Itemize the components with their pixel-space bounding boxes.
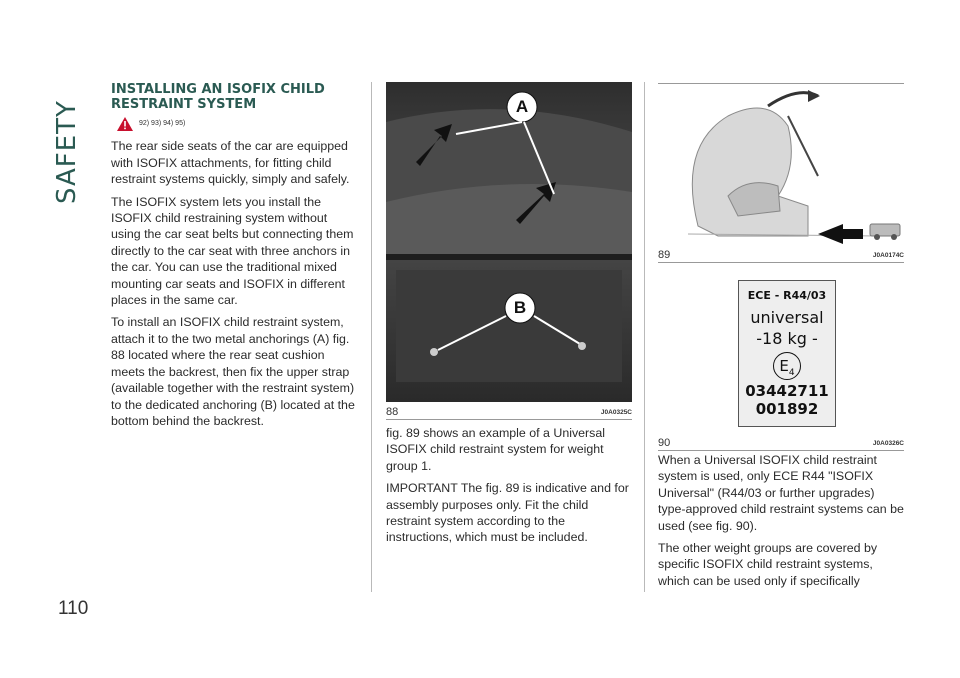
- approval-mark-icon: [773, 352, 801, 380]
- label-universal: universal: [750, 308, 824, 327]
- paragraph: IMPORTANT The fig. 89 is indicative and for assembly purposes only. Fit the child restraint system according to the instructions, which must be included.: [386, 481, 629, 545]
- figure-top-rule: [658, 83, 904, 84]
- warning-refs-text: 92) 93) 94) 95): [139, 120, 186, 127]
- section-heading: INSTALLING AN ISOFIX CHILD RESTRAINT SYSTEM: [111, 82, 325, 112]
- callout-a: A: [515, 97, 529, 116]
- column-1: [111, 82, 359, 435]
- figure-88-image: [386, 82, 632, 402]
- figure-number: 90: [658, 437, 671, 449]
- figure-90-caption: [658, 436, 904, 451]
- warning-references: [117, 116, 359, 132]
- label-weight: -18 kg -: [756, 329, 818, 348]
- figure-90-approval-label: [738, 280, 836, 427]
- paragraph: To install an ISOFIX child restraint system, attach it to the two metal anchorings (A) fig. 88 located where the rear seat cushion meets the backrest, then fix the upper strap (available together with the restraint system) to the dedicated anchoring (B) located at the bottom behind the backrest.: [111, 315, 355, 428]
- section-title: SAFETY: [52, 100, 82, 204]
- label-number-1: 03442711: [745, 382, 829, 400]
- label-number-2: 001892: [755, 400, 819, 418]
- callout-b: B: [513, 298, 527, 317]
- paragraph: The ISOFIX system lets you install the ISOFIX child restraining system without using the car seat belts but connecting them directly to the car seat with three anchors in the car. You can use the traditional mixed mounting car seats and ISOFIX in different places in the same car.: [111, 194, 354, 308]
- warning-triangle-icon: [117, 117, 133, 131]
- column-divider: [644, 82, 645, 592]
- figure-89-image: [658, 86, 904, 246]
- column-3: [658, 452, 904, 595]
- paragraph: When a Universal ISOFIX child restraint system is used, only ECE R44 "ISOFIX Universal" (R44/03 or further upgrades) type-approved child restraint systems can be used (see fig. 90).: [658, 453, 904, 533]
- mark-sub: 4: [788, 368, 795, 378]
- figure-number: 88: [386, 406, 399, 418]
- column-divider: [371, 82, 372, 592]
- figure-code: J0A0326C: [872, 439, 904, 447]
- mark-letter: E: [779, 357, 789, 375]
- figure-number: 89: [658, 249, 671, 261]
- column-2: [386, 425, 632, 552]
- figure-88-caption: [386, 405, 632, 420]
- figure-code: J0A0174C: [872, 251, 904, 259]
- page-number: 110: [58, 598, 89, 619]
- label-title: ECE - R44/03: [747, 289, 827, 302]
- paragraph: The other weight groups are covered by specific ISOFIX child restraint systems, which can be used only if specifically: [658, 541, 878, 588]
- figure-code: J0A0325C: [600, 408, 632, 416]
- figure-89-caption: [658, 248, 904, 263]
- paragraph: fig. 89 shows an example of a Universal ISOFIX child restraint system for weight group 1.: [386, 426, 606, 473]
- paragraph: The rear side seats of the car are equipped with ISOFIX attachments, for fitting child restraint systems quickly, simply and safely.: [111, 139, 350, 187]
